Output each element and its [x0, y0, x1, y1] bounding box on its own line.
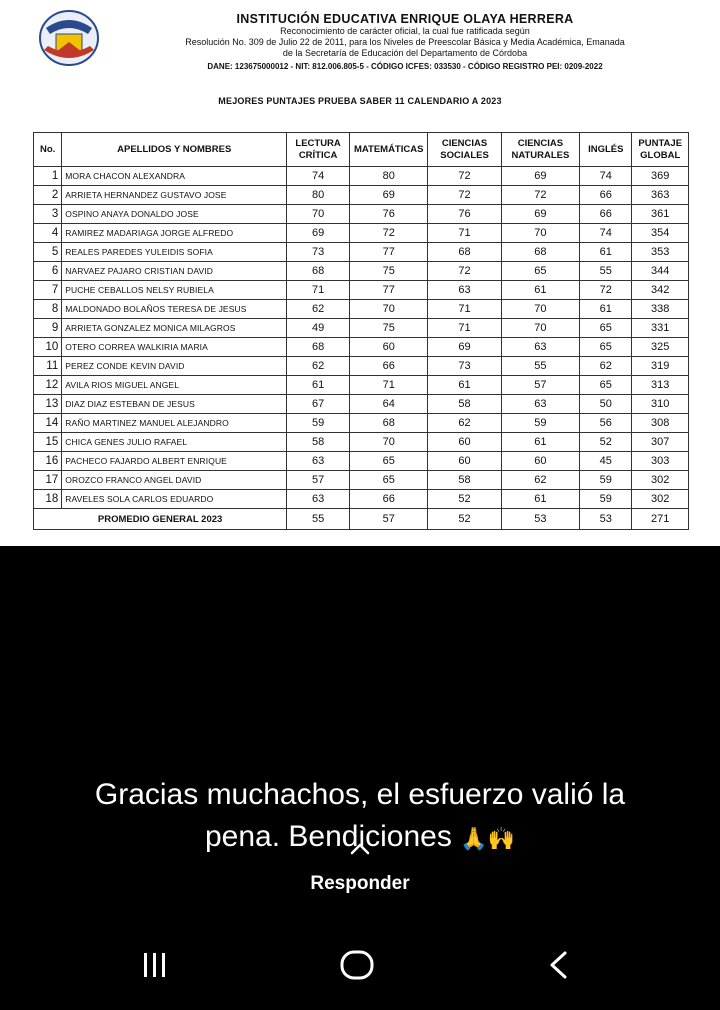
score-global: 344 — [632, 262, 689, 281]
student-name: CHICA GENES JULIO RAFAEL — [62, 433, 287, 452]
student-name: RAMIREZ MADARIAGA JORGE ALFREDO — [62, 224, 287, 243]
header-matematicas: MATEMÁTICAS — [349, 133, 427, 167]
score-ingles: 65 — [580, 319, 632, 338]
table-row — [34, 224, 689, 243]
score-naturales: 69 — [501, 205, 579, 224]
table-row — [34, 357, 689, 376]
score-sociales: 71 — [428, 224, 501, 243]
table-row — [34, 300, 689, 319]
average-lectura: 55 — [287, 509, 350, 530]
score-lectura: 62 — [287, 357, 350, 376]
score-lectura: 57 — [287, 471, 350, 490]
row-number: 4 — [34, 224, 62, 243]
student-name: PACHECO FAJARDO ALBERT ENRIQUE — [62, 452, 287, 471]
score-naturales: 60 — [501, 452, 579, 471]
score-global: 302 — [632, 471, 689, 490]
row-number: 13 — [34, 395, 62, 414]
row-number: 15 — [34, 433, 62, 452]
scores-table — [33, 132, 689, 530]
table-row — [34, 376, 689, 395]
score-ingles: 55 — [580, 262, 632, 281]
table-row — [34, 205, 689, 224]
score-sociales: 71 — [428, 319, 501, 338]
score-sociales: 72 — [428, 262, 501, 281]
row-number: 12 — [34, 376, 62, 395]
table-row — [34, 281, 689, 300]
score-ingles: 66 — [580, 205, 632, 224]
header-no: No. — [34, 133, 62, 167]
student-name: ARRIETA HERNANDEZ GUSTAVO JOSE — [62, 186, 287, 205]
document-subtitle: MEJORES PUNTAJES PRUEBA SABER 11 CALENDARIO A 2023 — [218, 96, 502, 106]
row-number: 6 — [34, 262, 62, 281]
score-ingles: 61 — [580, 243, 632, 262]
student-name: MALDONADO BOLAÑOS TERESA DE JESUS — [62, 300, 287, 319]
row-number: 3 — [34, 205, 62, 224]
back-icon[interactable] — [546, 950, 570, 980]
average-sociales: 52 — [428, 509, 501, 530]
score-naturales: 70 — [501, 224, 579, 243]
score-naturales: 61 — [501, 490, 579, 509]
score-sociales: 58 — [428, 471, 501, 490]
score-matematicas: 69 — [349, 186, 427, 205]
home-icon[interactable] — [339, 949, 375, 981]
table-row — [34, 262, 689, 281]
student-name: OROZCO FRANCO ANGEL DAVID — [62, 471, 287, 490]
header-global: PUNTAJE GLOBAL — [632, 133, 689, 167]
row-number: 7 — [34, 281, 62, 300]
average-ingles: 53 — [580, 509, 632, 530]
student-name: OSPINO ANAYA DONALDO JOSE — [62, 205, 287, 224]
praying-hands-emoji: 🙏🙌 — [460, 826, 515, 851]
row-number: 10 — [34, 338, 62, 357]
caption-line-2-text: pena. Bendiciones — [205, 820, 452, 853]
row-number: 17 — [34, 471, 62, 490]
student-name: NARVAEZ PAJARO CRISTIAN DAVID — [62, 262, 287, 281]
header-sociales: CIENCIAS SOCIALES — [428, 133, 501, 167]
score-global: 342 — [632, 281, 689, 300]
chevron-up-icon[interactable] — [349, 840, 371, 856]
score-ingles: 65 — [580, 338, 632, 357]
score-matematicas: 64 — [349, 395, 427, 414]
score-naturales: 63 — [501, 395, 579, 414]
score-lectura: 59 — [287, 414, 350, 433]
student-name: DIAZ DIAZ ESTEBAN DE JESUS — [62, 395, 287, 414]
score-naturales: 57 — [501, 376, 579, 395]
average-row — [34, 509, 689, 530]
score-matematicas: 72 — [349, 224, 427, 243]
score-matematicas: 65 — [349, 452, 427, 471]
score-matematicas: 71 — [349, 376, 427, 395]
score-ingles: 59 — [580, 471, 632, 490]
table-row — [34, 167, 689, 186]
score-lectura: 70 — [287, 205, 350, 224]
score-matematicas: 76 — [349, 205, 427, 224]
score-lectura: 67 — [287, 395, 350, 414]
score-naturales: 61 — [501, 281, 579, 300]
score-sociales: 52 — [428, 490, 501, 509]
score-lectura: 69 — [287, 224, 350, 243]
score-matematicas: 75 — [349, 262, 427, 281]
table-row — [34, 471, 689, 490]
table-row — [34, 319, 689, 338]
table-row — [34, 433, 689, 452]
resolution-line: Resolución No. 309 de Julio 22 de 2011, para los Niveles de Preescolar Básica y Media Académica, Emanada — [185, 37, 625, 47]
school-name: INSTITUCIÓN EDUCATIVA ENRIQUE OLAYA HERRERA — [236, 12, 574, 26]
score-naturales: 69 — [501, 167, 579, 186]
score-lectura: 61 — [287, 376, 350, 395]
score-global: 319 — [632, 357, 689, 376]
score-global: 313 — [632, 376, 689, 395]
caption-line-1: Gracias muchachos, el esfuerzo valió la — [94, 778, 626, 811]
average-naturales: 53 — [501, 509, 579, 530]
score-global: 302 — [632, 490, 689, 509]
score-ingles: 52 — [580, 433, 632, 452]
score-matematicas: 60 — [349, 338, 427, 357]
score-matematicas: 68 — [349, 414, 427, 433]
row-number: 16 — [34, 452, 62, 471]
score-ingles: 45 — [580, 452, 632, 471]
score-global: 363 — [632, 186, 689, 205]
score-global: 331 — [632, 319, 689, 338]
score-matematicas: 65 — [349, 471, 427, 490]
score-naturales: 63 — [501, 338, 579, 357]
average-global: 271 — [632, 509, 689, 530]
score-matematicas: 77 — [349, 243, 427, 262]
score-ingles: 50 — [580, 395, 632, 414]
score-lectura: 80 — [287, 186, 350, 205]
student-name: PUCHE CEBALLOS NELSY RUBIELA — [62, 281, 287, 300]
score-sociales: 61 — [428, 376, 501, 395]
score-lectura: 49 — [287, 319, 350, 338]
score-global: 338 — [632, 300, 689, 319]
score-lectura: 74 — [287, 167, 350, 186]
student-name: AVILA RIOS MIGUEL ANGEL — [62, 376, 287, 395]
student-name: PEREZ CONDE KEVIN DAVID — [62, 357, 287, 376]
score-ingles: 66 — [580, 186, 632, 205]
score-sociales: 62 — [428, 414, 501, 433]
dane-line: DANE: 123675000012 - NIT: 812.006.805-5 - CÓDIGO ICFES: 033530 - CÓDIGO REGISTRO PEI: 0209-2022 — [207, 62, 603, 71]
score-sociales: 72 — [428, 186, 501, 205]
score-sociales: 60 — [428, 433, 501, 452]
student-name: REALES PAREDES YULEIDIS SOFIA — [62, 243, 287, 262]
score-sociales: 73 — [428, 357, 501, 376]
score-naturales: 72 — [501, 186, 579, 205]
score-naturales: 65 — [501, 262, 579, 281]
header-lectura: LECTURA CRÍTICA — [287, 133, 350, 167]
row-number: 9 — [34, 319, 62, 338]
student-name: RAÑO MARTINEZ MANUEL ALEJANDRO — [62, 414, 287, 433]
row-number: 5 — [34, 243, 62, 262]
score-lectura: 63 — [287, 490, 350, 509]
score-matematicas: 70 — [349, 300, 427, 319]
student-name: ARRIETA GONZALEZ MONICA MILAGROS — [62, 319, 287, 338]
score-naturales: 61 — [501, 433, 579, 452]
reply-button[interactable]: Responder — [310, 873, 410, 894]
recognition-line: Reconocimiento de carácter oficial, la cual fue ratificada según — [280, 26, 530, 36]
score-ingles: 65 — [580, 376, 632, 395]
score-lectura: 68 — [287, 262, 350, 281]
score-global: 303 — [632, 452, 689, 471]
score-matematicas: 80 — [349, 167, 427, 186]
score-global: 354 — [632, 224, 689, 243]
score-global: 361 — [632, 205, 689, 224]
row-number: 8 — [34, 300, 62, 319]
score-matematicas: 75 — [349, 319, 427, 338]
score-ingles: 59 — [580, 490, 632, 509]
table-row — [34, 243, 689, 262]
score-ingles: 74 — [580, 167, 632, 186]
score-lectura: 58 — [287, 433, 350, 452]
score-naturales: 62 — [501, 471, 579, 490]
table-row — [34, 186, 689, 205]
row-number: 11 — [34, 357, 62, 376]
row-number: 14 — [34, 414, 62, 433]
score-global: 369 — [632, 167, 689, 186]
table-row — [34, 490, 689, 509]
score-naturales: 68 — [501, 243, 579, 262]
score-ingles: 61 — [580, 300, 632, 319]
table-row — [34, 395, 689, 414]
score-sociales: 69 — [428, 338, 501, 357]
score-global: 307 — [632, 433, 689, 452]
score-sociales: 63 — [428, 281, 501, 300]
score-lectura: 68 — [287, 338, 350, 357]
score-matematicas: 70 — [349, 433, 427, 452]
row-number: 1 — [34, 167, 62, 186]
score-ingles: 56 — [580, 414, 632, 433]
score-sociales: 72 — [428, 167, 501, 186]
score-lectura: 63 — [287, 452, 350, 471]
student-name: RAVELES SOLA CARLOS EDUARDO — [62, 490, 287, 509]
score-global: 308 — [632, 414, 689, 433]
document-header — [90, 12, 720, 73]
table-row — [34, 452, 689, 471]
row-number: 18 — [34, 490, 62, 509]
average-label: PROMEDIO GENERAL 2023 — [34, 509, 287, 530]
score-ingles: 72 — [580, 281, 632, 300]
score-ingles: 62 — [580, 357, 632, 376]
header-ingles: INGLÉS — [580, 133, 632, 167]
score-global: 325 — [632, 338, 689, 357]
score-sociales: 68 — [428, 243, 501, 262]
score-naturales: 55 — [501, 357, 579, 376]
header-naturales: CIENCIAS NATURALES — [501, 133, 579, 167]
row-number: 2 — [34, 186, 62, 205]
score-lectura: 71 — [287, 281, 350, 300]
header-name: APELLIDOS Y NOMBRES — [62, 133, 287, 167]
average-matematicas: 57 — [349, 509, 427, 530]
score-lectura: 73 — [287, 243, 350, 262]
score-matematicas: 66 — [349, 490, 427, 509]
score-global: 310 — [632, 395, 689, 414]
student-name: OTERO CORREA WALKIRIA MARIA — [62, 338, 287, 357]
student-name: MORA CHACON ALEXANDRA — [62, 167, 287, 186]
secretary-line: de la Secretaría de Educación del Departamento de Córdoba — [282, 48, 528, 58]
score-global: 353 — [632, 243, 689, 262]
table-header-row — [34, 133, 689, 167]
score-sociales: 60 — [428, 452, 501, 471]
recent-apps-icon[interactable] — [140, 950, 170, 980]
score-naturales: 59 — [501, 414, 579, 433]
score-naturales: 70 — [501, 300, 579, 319]
score-matematicas: 66 — [349, 357, 427, 376]
score-sociales: 58 — [428, 395, 501, 414]
score-naturales: 70 — [501, 319, 579, 338]
score-matematicas: 77 — [349, 281, 427, 300]
score-sociales: 76 — [428, 205, 501, 224]
score-ingles: 74 — [580, 224, 632, 243]
table-row — [34, 414, 689, 433]
score-lectura: 62 — [287, 300, 350, 319]
table-row — [34, 338, 689, 357]
score-sociales: 71 — [428, 300, 501, 319]
